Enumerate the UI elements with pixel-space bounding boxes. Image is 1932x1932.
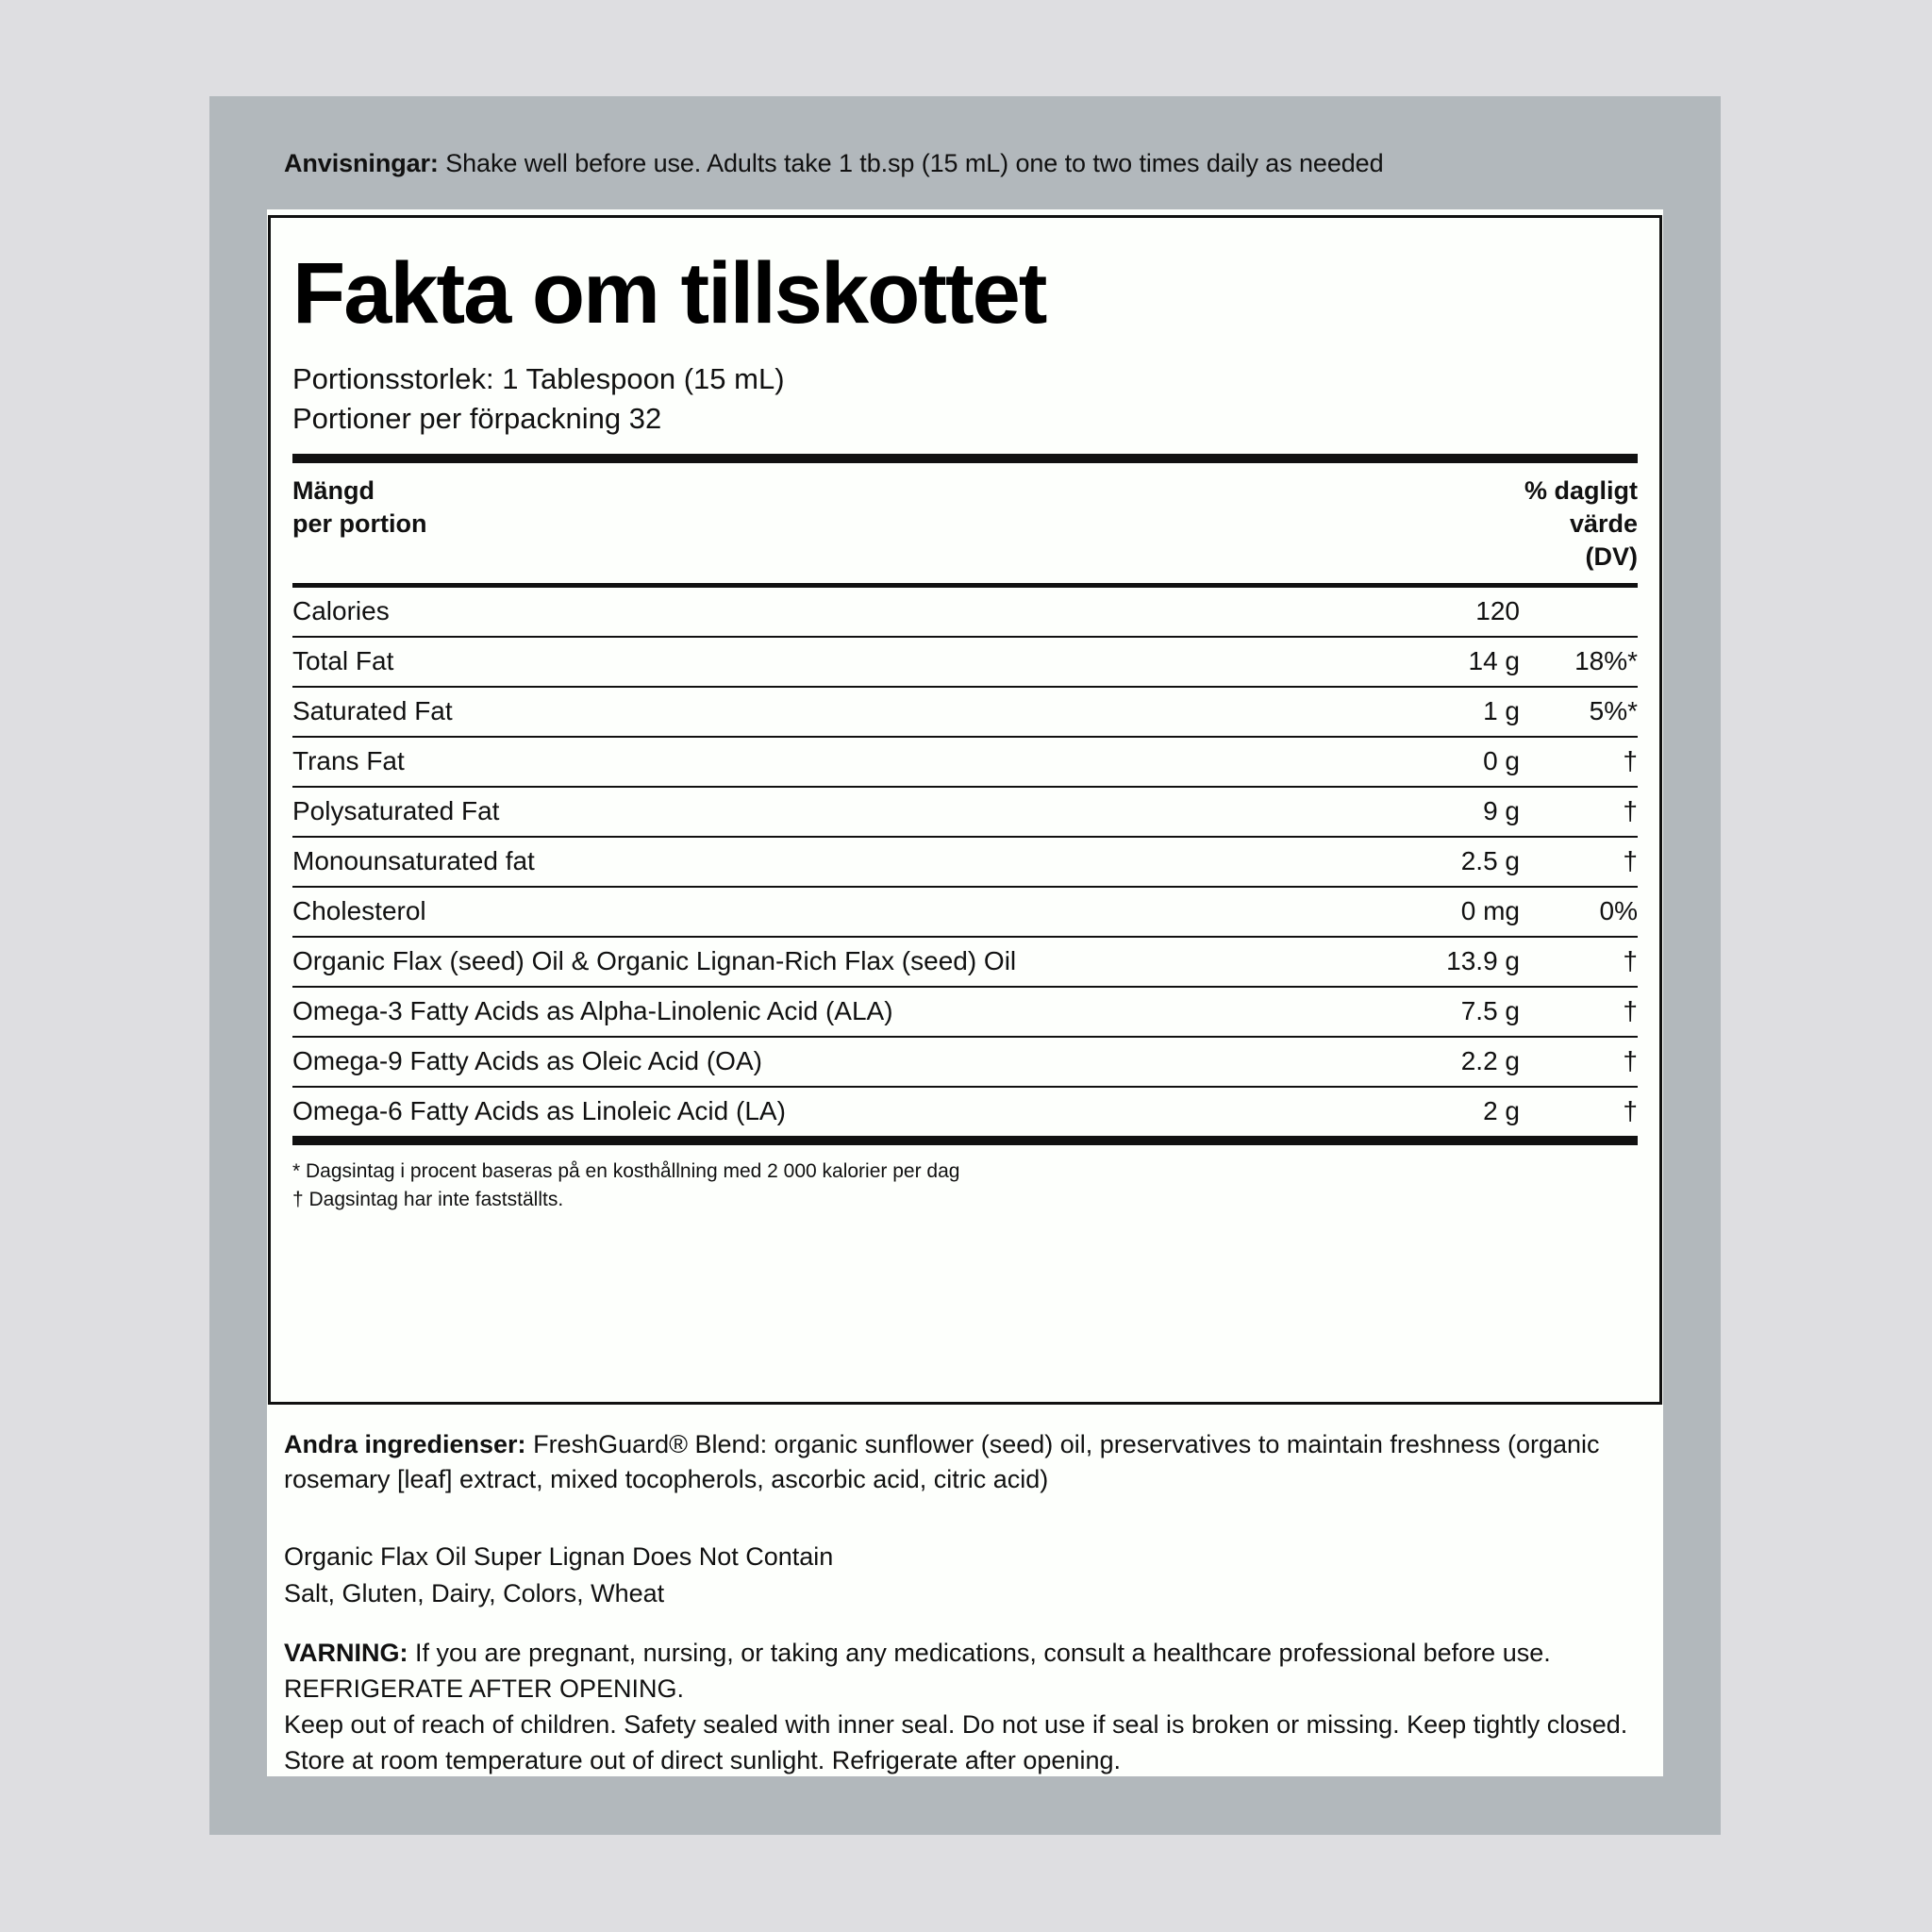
- serving-size: Portionsstorlek: 1 Tablespoon (15 mL): [292, 362, 785, 395]
- warning-line1: [284, 1635, 1647, 1671]
- nutrient-daily-value: †: [1520, 987, 1638, 1037]
- warning-block: [284, 1635, 1647, 1778]
- nutrient-amount: 9 g: [1265, 787, 1520, 837]
- nutrient-amount: 2 g: [1483, 1096, 1520, 1125]
- divider-thick-bottom: [292, 1136, 1638, 1145]
- nutrient-name: Trans Fat: [292, 737, 1265, 787]
- table-row: [292, 937, 1638, 987]
- nutrient-amount: 2.2 g: [1265, 1037, 1520, 1087]
- nutrient-name: Omega-6 Fatty Acids as Linoleic Acid (LA): [292, 1096, 786, 1125]
- nutrient-amount: 13.9 g: [1265, 937, 1520, 987]
- nutrient-table: [292, 588, 1638, 1136]
- table-row: [292, 837, 1638, 887]
- nutrient-amount: 1 g: [1265, 687, 1520, 737]
- nutrient-amount: 120: [1265, 588, 1520, 637]
- footnote-star: * Dagsintag i procent baseras på en kosthållning med 2 000 kalorier per dag: [292, 1160, 960, 1182]
- nutrient-daily-value: †: [1520, 837, 1638, 887]
- warning-label: VARNING:: [284, 1639, 408, 1667]
- servings-per-container: Portioner per förpackning 32: [292, 402, 662, 435]
- nutrient-daily-value: †: [1520, 1037, 1638, 1087]
- nutrient-amount: 14 g: [1265, 637, 1520, 687]
- footnotes: [292, 1145, 1638, 1214]
- does-not-contain-line1: Organic Flax Oil Super Lignan Does Not Contain: [284, 1542, 834, 1571]
- daily-value-header: [1524, 475, 1638, 574]
- other-ingredients-body: FreshGuard® Blend: organic sunflower (seed) oil, preservatives to maintain freshness (organic rosemary [leaf] extract, mixed tocopherols, ascorbic acid, citric acid): [284, 1430, 1600, 1493]
- nutrient-daily-value: †: [1520, 787, 1638, 837]
- warning-line2: REFRIGERATE AFTER OPENING.: [284, 1674, 685, 1703]
- does-not-contain-line2: Salt, Gluten, Dairy, Colors, Wheat: [284, 1579, 665, 1607]
- warning-line3: Keep out of reach of children. Safety sealed with inner seal. Do not use if seal is broken or missing. Keep tightly closed.: [284, 1710, 1628, 1739]
- nutrient-daily-value: †: [1623, 1096, 1638, 1125]
- nutrient-table-body: [292, 588, 1638, 1136]
- table-row: [292, 588, 1638, 637]
- table-row: [292, 1037, 1638, 1087]
- supplement-facts-title: Fakta om tillskottet: [292, 245, 1046, 341]
- amount-header-line1: Mängd: [292, 476, 375, 505]
- nutrient-daily-value: 5%*: [1520, 687, 1638, 737]
- nutrient-amount: 0 g: [1265, 737, 1520, 787]
- nutrient-name: Monounsaturated fat: [292, 837, 1265, 887]
- directions-text: [284, 147, 1624, 179]
- nutrient-name: Total Fat: [292, 637, 1265, 687]
- nutrient-daily-value: [1520, 588, 1638, 637]
- nutrient-name: Cholesterol: [292, 887, 1265, 937]
- nutrient-daily-value: 18%*: [1520, 637, 1638, 687]
- nutrient-table-header: [292, 463, 1638, 583]
- nutrient-daily-value: †: [1520, 937, 1638, 987]
- other-ingredients-label: Andra ingredienser:: [284, 1430, 526, 1458]
- directions-label: Anvisningar:: [284, 149, 439, 177]
- supplement-facts-box: [268, 215, 1662, 1405]
- amount-header-line2: per portion: [292, 509, 427, 538]
- nutrient-amount: 0 mg: [1265, 887, 1520, 937]
- nutrient-name: Omega-3 Fatty Acids as Alpha-Linolenic Acid (ALA): [292, 987, 1265, 1037]
- table-row: [292, 687, 1638, 737]
- dv-header-line1: % dagligt: [1524, 476, 1638, 505]
- warning-line4: Store at room temperature out of direct sunlight. Refrigerate after opening.: [284, 1746, 1121, 1774]
- nutrient-amount: 7.5 g: [1265, 987, 1520, 1037]
- nutrient-name: Omega-9 Fatty Acids as Oleic Acid (OA): [292, 1037, 1265, 1087]
- table-row: [292, 787, 1638, 837]
- nutrient-daily-value: 0%: [1520, 887, 1638, 937]
- nutrient-daily-value: †: [1520, 737, 1638, 787]
- directions-body: Shake well before use. Adults take 1 tb.sp (15 mL) one to two times daily as needed: [445, 149, 1384, 177]
- nutrient-name: Polysaturated Fat: [292, 787, 1265, 837]
- nutrient-name: Organic Flax (seed) Oil & Organic Lignan-Rich Flax (seed) Oil: [292, 937, 1265, 987]
- divider-thick-top: [292, 454, 1638, 463]
- dv-header-line3: (DV): [1585, 542, 1638, 571]
- nutrient-amount: 2.5 g: [1265, 837, 1520, 887]
- table-row: [292, 987, 1638, 1037]
- dv-header-line2: värde: [1569, 509, 1638, 538]
- table-row: [292, 887, 1638, 937]
- warning-line1-body: If you are pregnant, nursing, or taking any medications, consult a healthcare professional before use.: [415, 1639, 1551, 1667]
- amount-header: [292, 475, 427, 541]
- nutrient-name: Saturated Fat: [292, 687, 1265, 737]
- table-row: [292, 1087, 1638, 1136]
- table-row: [292, 737, 1638, 787]
- footnote-dagger: † Dagsintag har inte fastställts.: [292, 1189, 564, 1210]
- other-ingredients: [284, 1427, 1647, 1497]
- nutrient-name: Calories: [292, 588, 1265, 637]
- table-row: [292, 637, 1638, 687]
- does-not-contain: [284, 1539, 1647, 1612]
